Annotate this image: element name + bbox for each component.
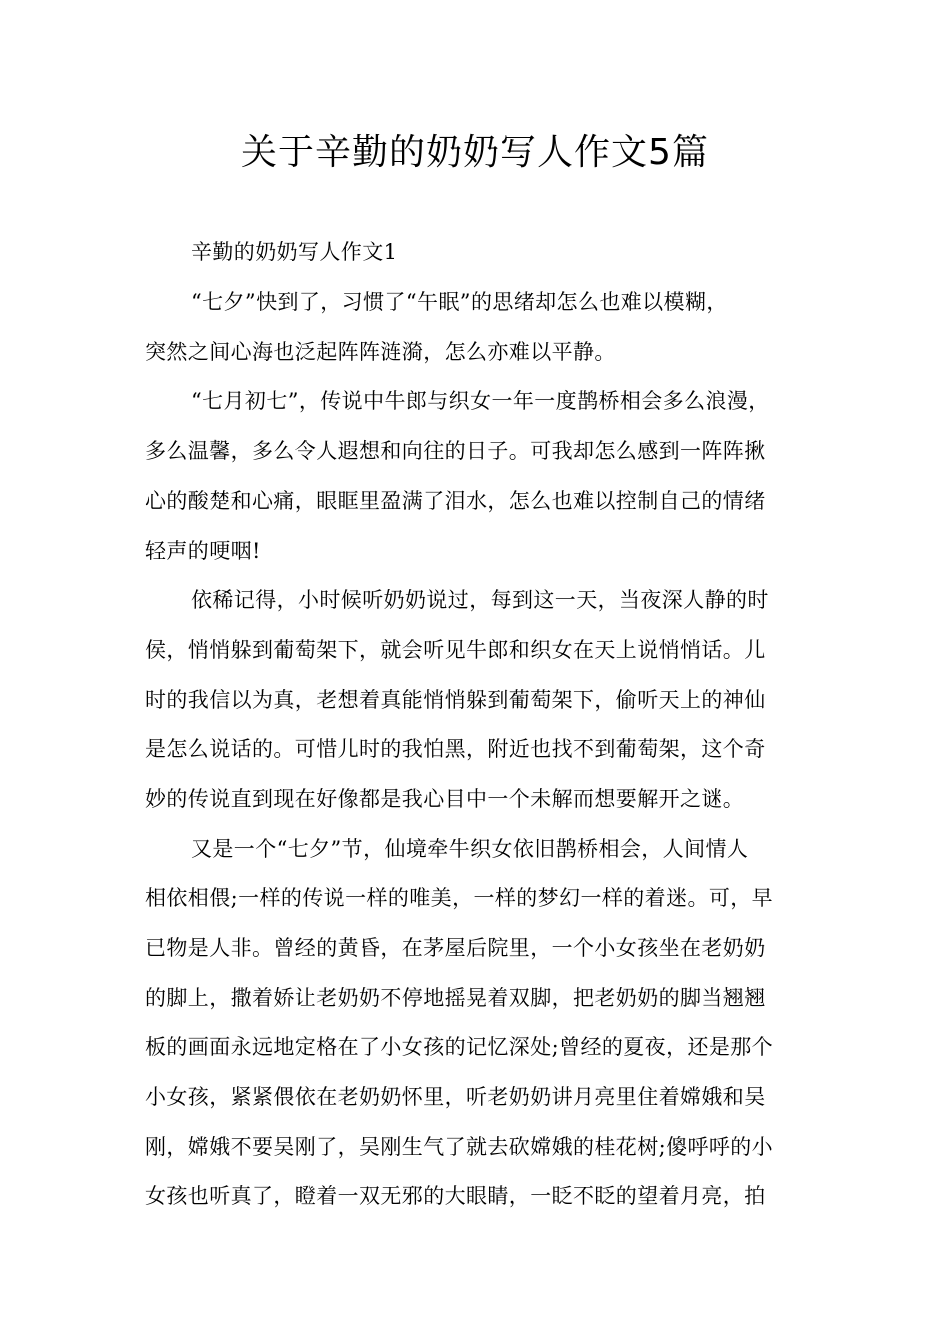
text-line: 是怎么说话的。可惜儿时的我怕黑，附近也找不到葡萄架，这个奇 [145, 737, 766, 761]
document-title: 关于辛勤的奶奶写人作文5篇 [241, 132, 709, 173]
text-line: 女孩也听真了，瞪着一双无邪的大眼睛，一眨不眨的望着月亮，拍 [145, 1184, 766, 1208]
text-line: 刚，嫦娥不要吴刚了，吴刚生气了就去砍嫦娥的桂花树;傻呼呼的小 [145, 1135, 774, 1159]
text-line: 又是一个“七夕”节，仙境牵牛织女依旧鹊桥相会，人间情人 [191, 837, 749, 861]
text-line: “七月初七”，传说中牛郎与织女一年一度鹊桥相会多么浪漫， [191, 389, 770, 413]
text-line: 妙的传说直到现在好像都是我心目中一个未解而想要解开之谜。 [145, 787, 745, 811]
text-line: 已物是人非。曾经的黄昏，在茅屋后院里，一个小女孩坐在老奶奶 [145, 936, 766, 960]
text-line: 多么温馨，多么令人遐想和向往的日子。可我却怎么感到一阵阵揪 [145, 439, 766, 463]
text-line: 轻声的哽咽! [145, 539, 261, 563]
text-line: 依稀记得，小时候听奶奶说过，每到这一天，当夜深人静的时 [191, 588, 769, 612]
text-line: 小女孩，紧紧偎依在老奶奶怀里，听老奶奶讲月亮里住着嫦娥和吴 [145, 1085, 766, 1109]
text-line: 相依相偎;一样的传说一样的唯美，一样的梦幻一样的着迷。可，早 [145, 886, 774, 910]
text-line: 侯，悄悄躲到葡萄架下，就会听见牛郎和织女在天上说悄悄话。儿 [145, 638, 766, 662]
text-line: 的脚上，撒着娇让老奶奶不停地摇晃着双脚，把老奶奶的脚当翘翘 [145, 986, 766, 1010]
text-line: 时的我信以为真，老想着真能悄悄躲到葡萄架下，偷听天上的神仙 [145, 688, 766, 712]
text-line: 突然之间心海也泛起阵阵涟漪，怎么亦难以平静。 [145, 340, 616, 364]
text-line: “七夕”快到了，习惯了“午眠”的思绪却怎么也难以模糊， [191, 290, 728, 314]
section-heading: 辛勤的奶奶写人作文1 [191, 240, 398, 264]
text-line: 心的酸楚和心痛，眼眶里盈满了泪水，怎么也难以控制自己的情绪 [145, 489, 766, 513]
text-line: 板的画面永远地定格在了小女孩的记忆深处;曾经的夏夜，还是那个 [145, 1035, 774, 1059]
